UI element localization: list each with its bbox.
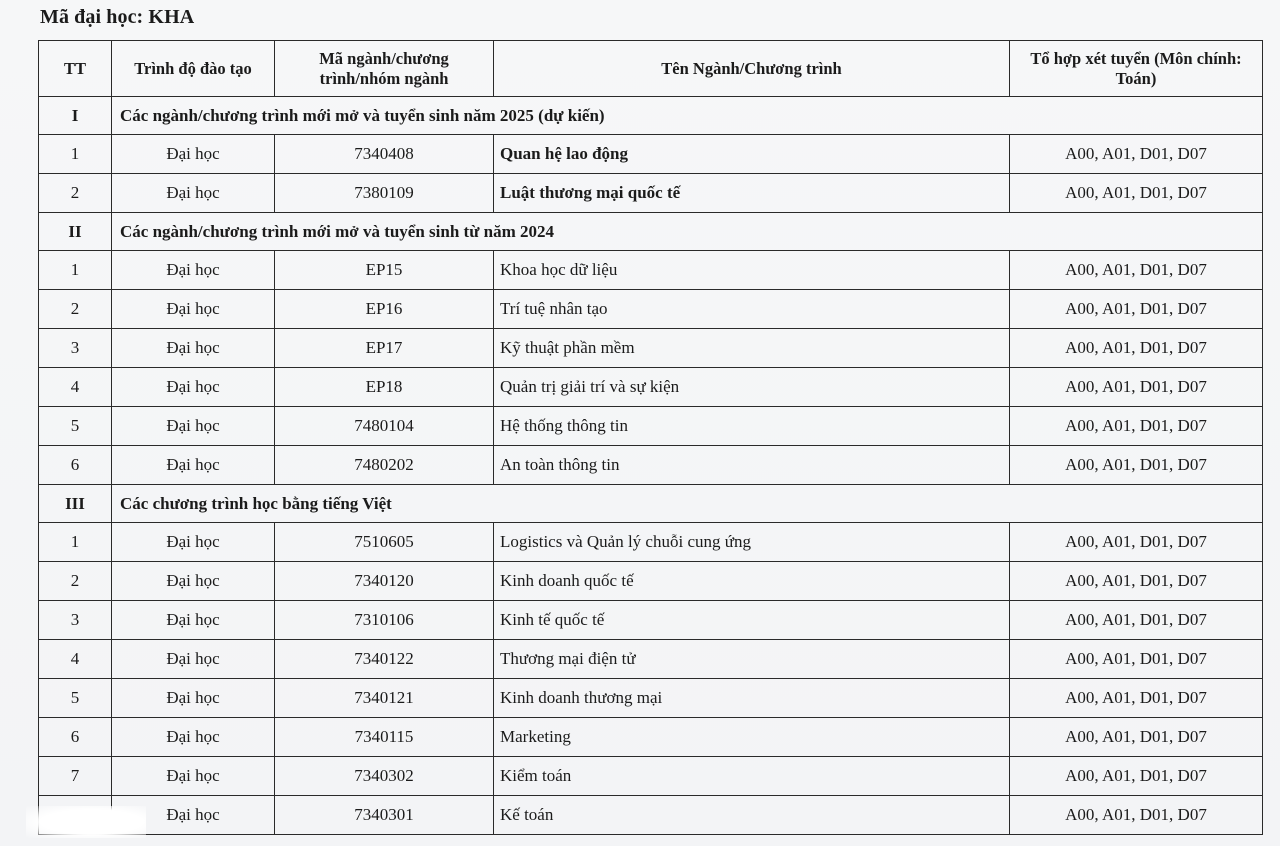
section-number: II [39,213,112,251]
section-row [39,213,1263,251]
cell-name: Kinh tế quốc tế [494,601,1010,640]
cell-name: Kế toán [494,796,1010,835]
cell-tt: 1 [39,135,112,174]
cell-combo: A00, A01, D01, D07 [1010,135,1263,174]
header-level: Trình độ đào tạo [112,41,275,97]
cell-name: Luật thương mại quốc tế [494,174,1010,213]
cell-code: 7340122 [275,640,494,679]
cell-level: Đại học [112,718,275,757]
cell-name: Marketing [494,718,1010,757]
cell-code: EP17 [275,329,494,368]
table-row [39,562,1263,601]
cell-name: Kỹ thuật phần mềm [494,329,1010,368]
cell-level: Đại học [112,523,275,562]
section-title: Các ngành/chương trình mới mở và tuyển sinh năm 2025 (dự kiến) [112,97,1263,135]
cell-tt: 6 [39,718,112,757]
table-header-row [39,41,1263,97]
cell-level: Đại học [112,407,275,446]
cell-tt: 3 [39,329,112,368]
header-combo: Tổ hợp xét tuyển (Môn chính: Toán) [1010,41,1263,97]
cell-code: 7380109 [275,174,494,213]
cell-level: Đại học [112,679,275,718]
cell-combo: A00, A01, D01, D07 [1010,796,1263,835]
cell-tt: 3 [39,601,112,640]
section-title: Các ngành/chương trình mới mở và tuyển sinh từ năm 2024 [112,213,1263,251]
cell-name: Hệ thống thông tin [494,407,1010,446]
header-tt: TT [39,41,112,97]
cell-level: Đại học [112,329,275,368]
cell-level: Đại học [112,562,275,601]
cell-name: Quản trị giải trí và sự kiện [494,368,1010,407]
cell-combo: A00, A01, D01, D07 [1010,718,1263,757]
cell-combo: A00, A01, D01, D07 [1010,757,1263,796]
cell-name: Trí tuệ nhân tạo [494,290,1010,329]
cell-code: EP18 [275,368,494,407]
cell-code: 7480104 [275,407,494,446]
table-row [39,796,1263,835]
cell-tt: 7 [39,757,112,796]
cell-level: Đại học [112,290,275,329]
cell-level: Đại học [112,174,275,213]
section-title: Các chương trình học bằng tiếng Việt [112,485,1263,523]
cell-tt: 1 [39,523,112,562]
header-name: Tên Ngành/Chương trình [494,41,1010,97]
cell-level: Đại học [112,601,275,640]
cell-tt: 1 [39,251,112,290]
table-row [39,523,1263,562]
table-row [39,446,1263,485]
table-row [39,290,1263,329]
cell-combo: A00, A01, D01, D07 [1010,368,1263,407]
table-row [39,368,1263,407]
table-row [39,718,1263,757]
table-row [39,135,1263,174]
cell-combo: A00, A01, D01, D07 [1010,562,1263,601]
section-row [39,97,1263,135]
cell-combo: A00, A01, D01, D07 [1010,329,1263,368]
table-row [39,329,1263,368]
section-row [39,485,1263,523]
cell-combo: A00, A01, D01, D07 [1010,174,1263,213]
cell-code: 7340302 [275,757,494,796]
cell-code: EP16 [275,290,494,329]
cell-name: Kinh doanh quốc tế [494,562,1010,601]
cell-level: Đại học [112,757,275,796]
university-code-title: Mã đại học: KHA [40,6,195,28]
cell-level: Đại học [112,796,275,835]
cell-tt: 5 [39,679,112,718]
cell-combo: A00, A01, D01, D07 [1010,290,1263,329]
section-number: III [39,485,112,523]
table-row [39,407,1263,446]
cell-level: Đại học [112,640,275,679]
cell-tt: 5 [39,407,112,446]
cell-tt: 2 [39,290,112,329]
table-row [39,601,1263,640]
cell-combo: A00, A01, D01, D07 [1010,407,1263,446]
cell-code: 7480202 [275,446,494,485]
cell-tt: 4 [39,640,112,679]
cell-code: 7340121 [275,679,494,718]
table-row [39,174,1263,213]
cell-name: Kiểm toán [494,757,1010,796]
cell-name: Thương mại điện tử [494,640,1010,679]
cell-code: EP15 [275,251,494,290]
cell-code: 7340120 [275,562,494,601]
cell-combo: A00, A01, D01, D07 [1010,446,1263,485]
cell-level: Đại học [112,251,275,290]
cell-combo: A00, A01, D01, D07 [1010,251,1263,290]
table-row [39,251,1263,290]
cell-tt: 2 [39,562,112,601]
cell-name: Logistics và Quản lý chuỗi cung ứng [494,523,1010,562]
cell-tt: 4 [39,368,112,407]
admissions-table [38,40,1263,835]
table-row [39,757,1263,796]
cell-combo: A00, A01, D01, D07 [1010,523,1263,562]
cell-combo: A00, A01, D01, D07 [1010,679,1263,718]
cell-level: Đại học [112,446,275,485]
cell-name: Quan hệ lao động [494,135,1010,174]
table-row [39,679,1263,718]
cell-combo: A00, A01, D01, D07 [1010,640,1263,679]
table-row [39,640,1263,679]
cell-name: An toàn thông tin [494,446,1010,485]
cell-level: Đại học [112,368,275,407]
cell-name: Khoa học dữ liệu [494,251,1010,290]
cell-code: 7340408 [275,135,494,174]
cell-name: Kinh doanh thương mại [494,679,1010,718]
section-number: I [39,97,112,135]
cell-code: 7340115 [275,718,494,757]
cell-code: 7310106 [275,601,494,640]
cell-level: Đại học [112,135,275,174]
cell-tt: 2 [39,174,112,213]
cell-tt: 6 [39,446,112,485]
cell-combo: A00, A01, D01, D07 [1010,601,1263,640]
scan-artifact-smudge [26,806,146,838]
cell-code: 7510605 [275,523,494,562]
cell-code: 7340301 [275,796,494,835]
header-code: Mã ngành/chương trình/nhóm ngành [275,41,494,97]
